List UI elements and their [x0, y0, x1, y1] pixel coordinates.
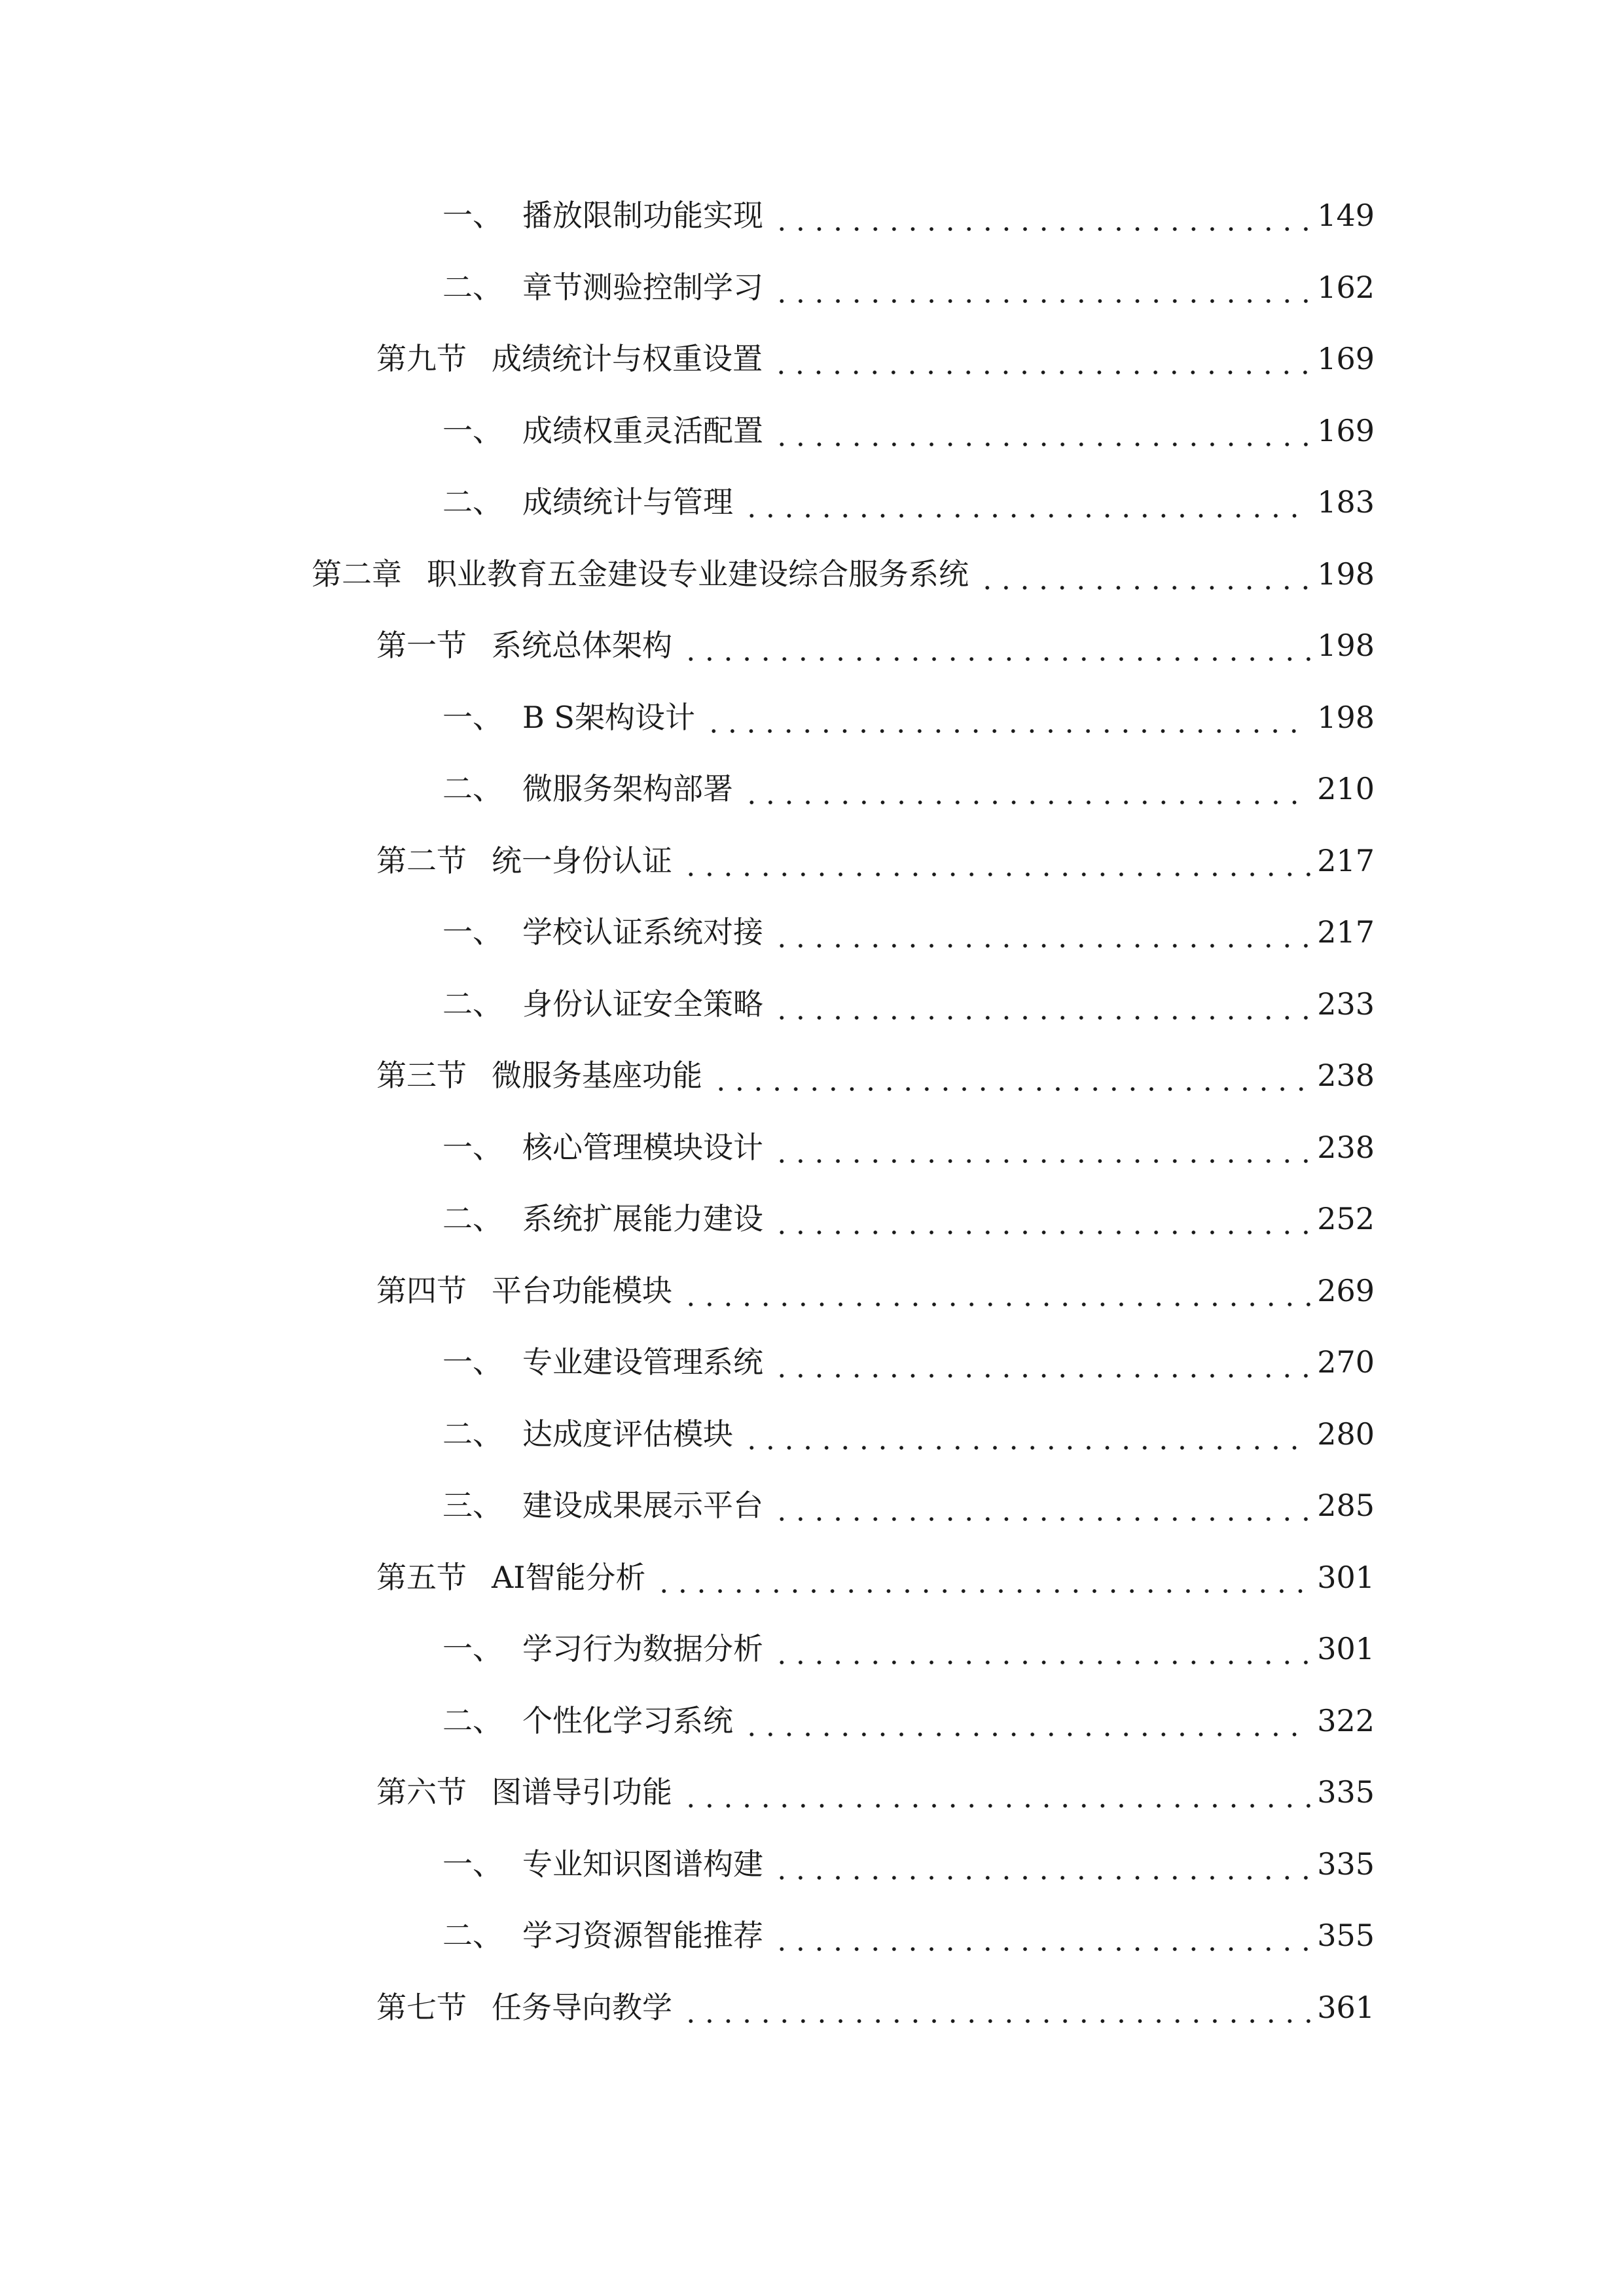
- toc-entry-number: 一、: [442, 1344, 503, 1380]
- toc-entry-number: 一、: [442, 1129, 503, 1165]
- toc-entry-number: 一、: [442, 699, 503, 735]
- toc-entry-number: 一、: [442, 412, 503, 448]
- toc-entry-number: 第二节: [376, 842, 467, 878]
- toc-entry-page-number: 149: [1317, 198, 1375, 233]
- toc-entry-page-number: 301: [1317, 1631, 1375, 1666]
- dot-leader: [772, 909, 1310, 955]
- toc-entry-number: 第九节: [376, 341, 467, 376]
- toc-entry-page-number: 335: [1317, 1774, 1375, 1810]
- toc-entry-title: 专业建设管理系统: [522, 1344, 763, 1380]
- toc-entry[interactable]: [442, 1124, 1375, 1170]
- toc-entry-page-number: 285: [1317, 1488, 1375, 1523]
- toc-entry-number: 第二章: [312, 556, 402, 592]
- toc-entry-title: 成绩统计与权重设置: [492, 341, 763, 376]
- toc-entry[interactable]: [442, 479, 1375, 525]
- dot-leader: [704, 694, 1310, 740]
- dot-leader: [681, 838, 1310, 884]
- dot-leader: [772, 1841, 1310, 1887]
- toc-entry-title: 章节测验控制学习: [522, 269, 763, 305]
- toc-entry[interactable]: [442, 694, 1375, 740]
- toc-entry-number: 二、: [442, 484, 503, 520]
- toc-entry-number: 第六节: [376, 1774, 467, 1810]
- dot-leader: [742, 1411, 1310, 1457]
- toc-entry-page-number: 198: [1317, 556, 1375, 592]
- toc-entry[interactable]: [442, 1841, 1375, 1887]
- toc-entry-page-number: 217: [1317, 914, 1375, 950]
- dot-leader: [772, 1626, 1310, 1672]
- toc-entry-title: 成绩统计与管理: [522, 484, 733, 520]
- dot-leader: [742, 766, 1310, 812]
- dot-leader: [681, 1268, 1310, 1314]
- dot-leader: [772, 1339, 1310, 1385]
- dot-leader: [742, 1698, 1310, 1744]
- toc-entry-number: 第三节: [376, 1058, 467, 1093]
- toc-entry-page-number: 280: [1317, 1416, 1375, 1452]
- dot-leader: [655, 1554, 1310, 1600]
- toc-entry-page-number: 335: [1317, 1846, 1375, 1882]
- toc-entry-number: 二、: [442, 269, 503, 305]
- toc-entry[interactable]: [376, 838, 1375, 884]
- toc-entry[interactable]: [442, 981, 1375, 1027]
- toc-entry-title: 学习行为数据分析: [522, 1631, 763, 1666]
- toc-entry-number: 二、: [442, 1416, 503, 1452]
- toc-entry-title: 达成度评估模块: [522, 1416, 733, 1452]
- dot-leader: [772, 1196, 1310, 1242]
- dot-leader: [772, 981, 1310, 1027]
- toc-entry-page-number: 269: [1317, 1272, 1375, 1308]
- toc-entry-page-number: 252: [1317, 1201, 1375, 1236]
- toc-entry[interactable]: [376, 1769, 1375, 1815]
- dot-leader: [772, 336, 1310, 382]
- toc-entry-page-number: 162: [1317, 269, 1375, 305]
- toc-entry-title: 学习资源智能推荐: [522, 1918, 763, 1953]
- dot-leader: [712, 1052, 1310, 1098]
- toc-entry-page-number: 210: [1317, 771, 1375, 806]
- toc-entry-number: 二、: [442, 1702, 503, 1738]
- toc-entry-number: 第四节: [376, 1272, 467, 1308]
- dot-leader: [772, 408, 1310, 454]
- toc-entry-page-number: 355: [1317, 1918, 1375, 1953]
- toc-entry-page-number: 169: [1317, 341, 1375, 376]
- toc-entry[interactable]: [442, 1339, 1375, 1385]
- toc-entry-title: 图谱导引功能: [492, 1774, 672, 1810]
- toc-entry[interactable]: [442, 1482, 1375, 1528]
- toc-entry-title: 播放限制功能实现: [522, 198, 763, 233]
- toc-entry[interactable]: [376, 622, 1375, 668]
- toc-entry-page-number: 270: [1317, 1344, 1375, 1380]
- dot-leader: [681, 1769, 1310, 1815]
- toc-entry-title: B S架构设计: [522, 699, 695, 735]
- toc-entry[interactable]: [442, 1411, 1375, 1457]
- toc-entry-number: 第一节: [376, 628, 467, 663]
- toc-entry-number: 一、: [442, 914, 503, 950]
- toc-entry[interactable]: [376, 1052, 1375, 1098]
- toc-entry[interactable]: [442, 909, 1375, 955]
- toc-entry-page-number: 361: [1317, 1989, 1375, 2025]
- toc-entry-number: 三、: [442, 1488, 503, 1523]
- dot-leader: [772, 1124, 1310, 1170]
- toc-entry-page-number: 183: [1317, 484, 1375, 520]
- toc-entry-title: 核心管理模块设计: [522, 1129, 763, 1165]
- toc-entry-title: 专业知识图谱构建: [522, 1846, 763, 1882]
- toc-entry-page-number: 233: [1317, 986, 1375, 1022]
- toc-entry-number: 二、: [442, 771, 503, 806]
- toc-entry-title: AI智能分析: [492, 1559, 646, 1595]
- toc-entry-title: 系统总体架构: [492, 628, 672, 663]
- toc-entry-page-number: 198: [1317, 699, 1375, 735]
- dot-leader: [772, 264, 1310, 310]
- toc-entry[interactable]: [376, 1984, 1375, 2030]
- toc-entry[interactable]: [442, 408, 1375, 454]
- toc-entry[interactable]: [442, 1196, 1375, 1242]
- toc-entry-number: 第五节: [376, 1559, 467, 1595]
- toc-entry-title: 职业教育五金建设专业建设综合服务系统: [427, 556, 969, 592]
- toc-entry[interactable]: [442, 1912, 1375, 1958]
- toc-entry-page-number: 322: [1317, 1702, 1375, 1738]
- toc-entry[interactable]: [442, 264, 1375, 310]
- toc-entry-page-number: 169: [1317, 412, 1375, 448]
- toc-entry-title: 任务导向教学: [492, 1989, 672, 2025]
- toc-entry-page-number: 198: [1317, 628, 1375, 663]
- dot-leader: [681, 622, 1310, 668]
- dot-leader: [681, 1984, 1310, 2030]
- toc-entry-title: 成绩权重灵活配置: [522, 412, 763, 448]
- dot-leader: [978, 551, 1310, 597]
- toc-entry-number: 第七节: [376, 1989, 467, 2025]
- toc-entry-number: 一、: [442, 1846, 503, 1882]
- toc-entry-number: 二、: [442, 986, 503, 1022]
- toc-entry-page-number: 301: [1317, 1559, 1375, 1595]
- toc-entry-title: 微服务基座功能: [492, 1058, 702, 1093]
- toc-entry-number: 一、: [442, 198, 503, 233]
- toc-entry[interactable]: [376, 336, 1375, 382]
- dot-leader: [742, 479, 1310, 525]
- toc-entry-title: 身份认证安全策略: [522, 986, 763, 1022]
- dot-leader: [772, 1482, 1310, 1528]
- toc-entry[interactable]: [442, 192, 1375, 238]
- toc-entry-page-number: 217: [1317, 842, 1375, 878]
- toc-entry[interactable]: [376, 1554, 1375, 1600]
- toc-entry[interactable]: [312, 551, 1375, 597]
- toc-entry[interactable]: [442, 1698, 1375, 1744]
- toc-entry-number: 二、: [442, 1201, 503, 1236]
- toc-entry-title: 个性化学习系统: [522, 1702, 733, 1738]
- toc-entry-title: 学校认证系统对接: [522, 914, 763, 950]
- toc-entry-page-number: 238: [1317, 1058, 1375, 1093]
- toc-entry-title: 系统扩展能力建设: [522, 1201, 763, 1236]
- dot-leader: [772, 192, 1310, 238]
- toc-entry[interactable]: [442, 1626, 1375, 1672]
- toc-entry[interactable]: [442, 766, 1375, 812]
- toc-entry[interactable]: [376, 1268, 1375, 1314]
- toc-entry-title: 建设成果展示平台: [522, 1488, 763, 1523]
- toc-entry-number: 二、: [442, 1918, 503, 1953]
- toc-entry-title: 统一身份认证: [492, 842, 672, 878]
- toc-entry-page-number: 238: [1317, 1129, 1375, 1165]
- toc-entry-title: 微服务架构部署: [522, 771, 733, 806]
- toc-entry-number: 一、: [442, 1631, 503, 1666]
- dot-leader: [772, 1912, 1310, 1958]
- toc-entry-title: 平台功能模块: [492, 1272, 672, 1308]
